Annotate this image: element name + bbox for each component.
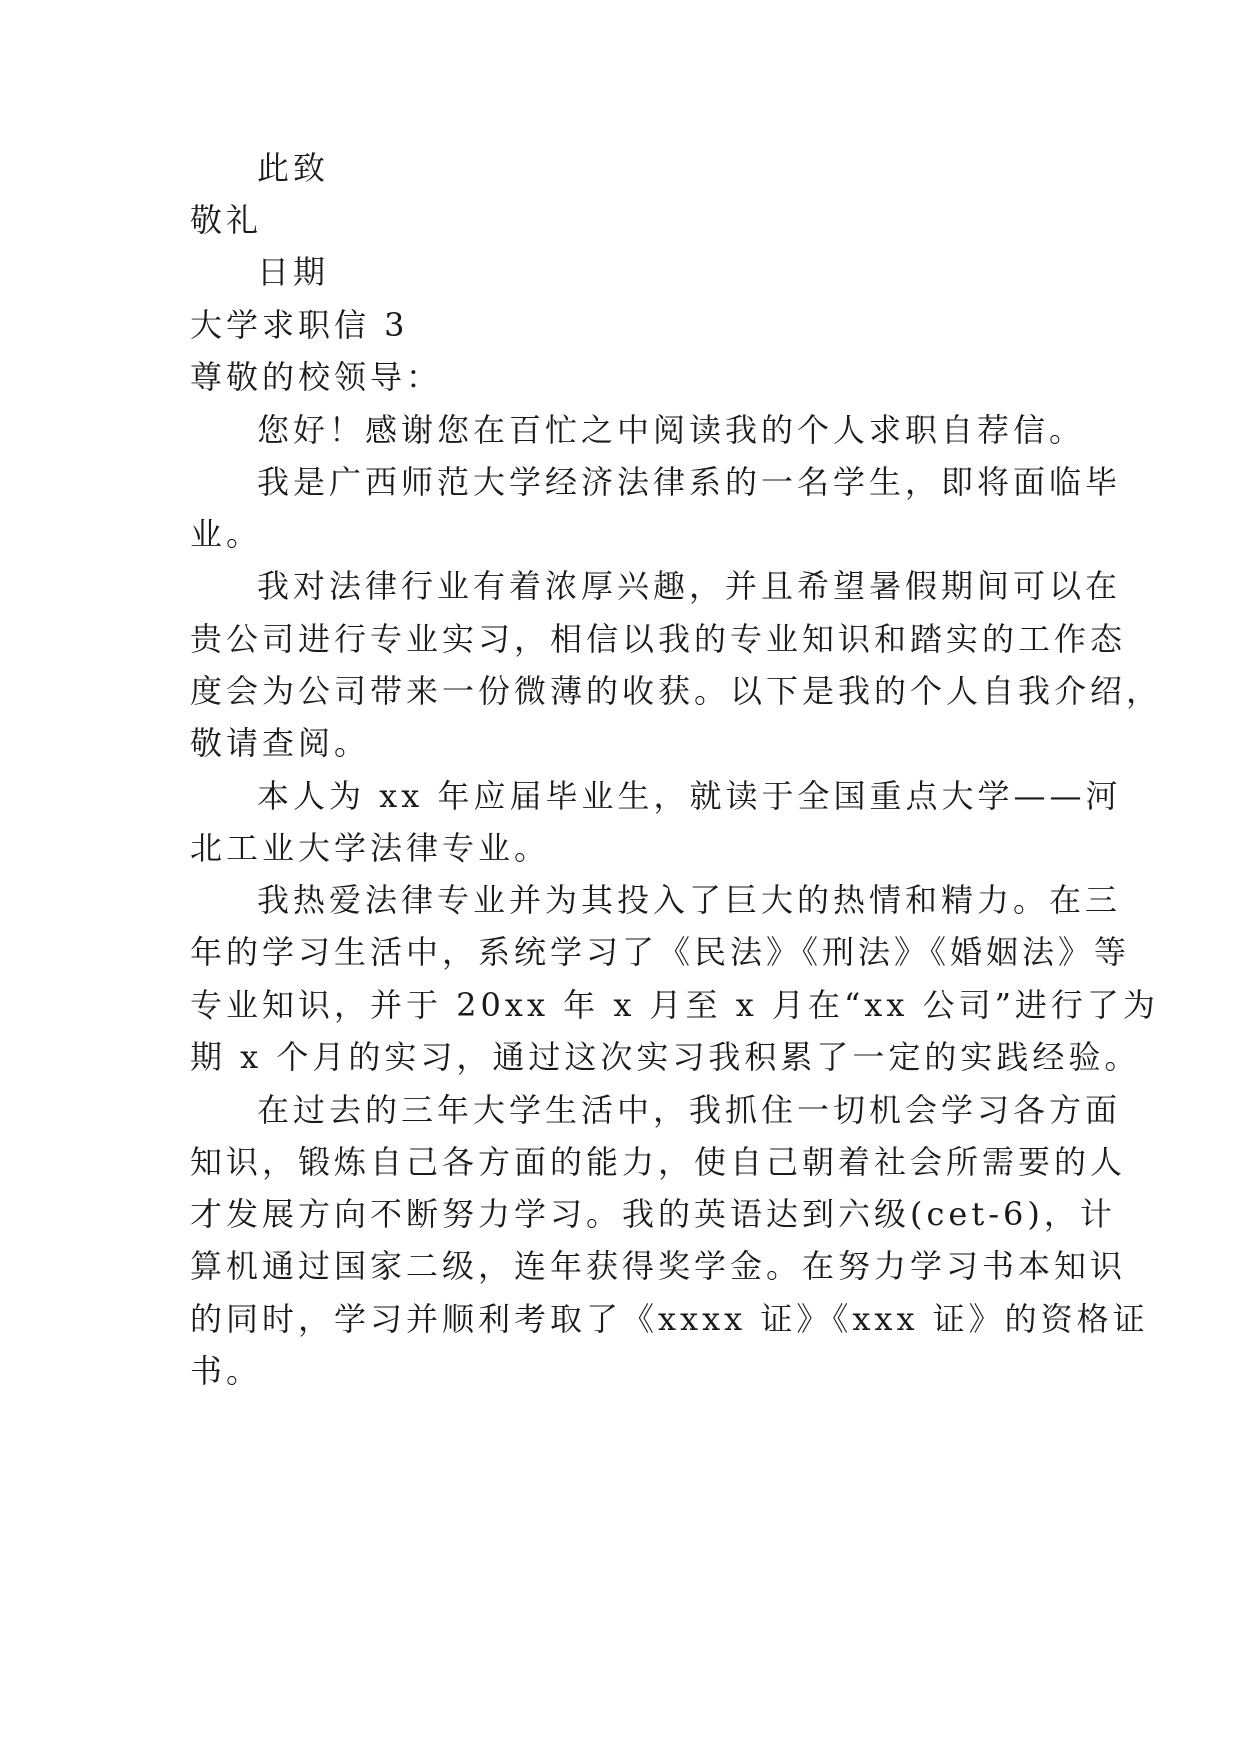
body-line: 年的学习生活中，系统学习了《民法》《刑法》《婚姻法》等 [190, 933, 1131, 971]
body-line: 知识，锻炼自己各方面的能力，使自己朝着社会所需要的人 [190, 1143, 1127, 1181]
body-line: 北工业大学法律专业。 [190, 829, 551, 867]
body-line: 才发展方向不断努力学习。我的英语达到六级(cet-6)，计 [190, 1195, 1116, 1233]
body-line: 本人为 xx 年应届毕业生，就读于全国重点大学——河 [257, 777, 1122, 815]
body-line: 贵公司进行专业实习，相信以我的专业知识和踏实的工作态 [190, 620, 1127, 658]
letter-salutation: 尊敬的校领导： [190, 358, 443, 396]
closing-jingli: 敬礼 [190, 201, 263, 239]
letter-title: 大学求职信 3 [190, 306, 409, 344]
closing-cizhi: 此致 [257, 149, 330, 187]
body-line: 我是广西师范大学经济法律系的一名学生，即将面临毕 [257, 463, 1122, 501]
body-line: 书。 [190, 1352, 263, 1390]
body-line: 敬请查阅。 [190, 724, 371, 762]
body-line: 我对法律行业有着浓厚兴趣，并且希望暑假期间可以在 [257, 567, 1122, 605]
body-line: 专业知识，并于 20xx 年 x 月至 x 月在“xx 公司”进行了为 [190, 986, 1159, 1024]
body-line: 算机通过国家二级，连年获得奖学金。在努力学习书本知识 [190, 1247, 1127, 1285]
body-line: 度会为公司带来一份微薄的收获。以下是我的个人自我介绍， [190, 672, 1163, 710]
body-line: 业。 [190, 515, 263, 553]
body-line: 我热爱法律专业并为其投入了巨大的热情和精力。在三 [257, 881, 1122, 919]
body-line: 期 x 个月的实习，通过这次实习我积累了一定的实践经验。 [190, 1038, 1141, 1076]
closing-date: 日期 [257, 253, 330, 291]
body-line: 您好！感谢您在百忙之中阅读我的个人求职自荐信。 [257, 411, 1086, 449]
body-line: 的同时，学习并顺利考取了《xxxx 证》《xxx 证》的资格证 [190, 1300, 1149, 1338]
body-line: 在过去的三年大学生活中，我抓住一切机会学习各方面 [257, 1091, 1122, 1129]
